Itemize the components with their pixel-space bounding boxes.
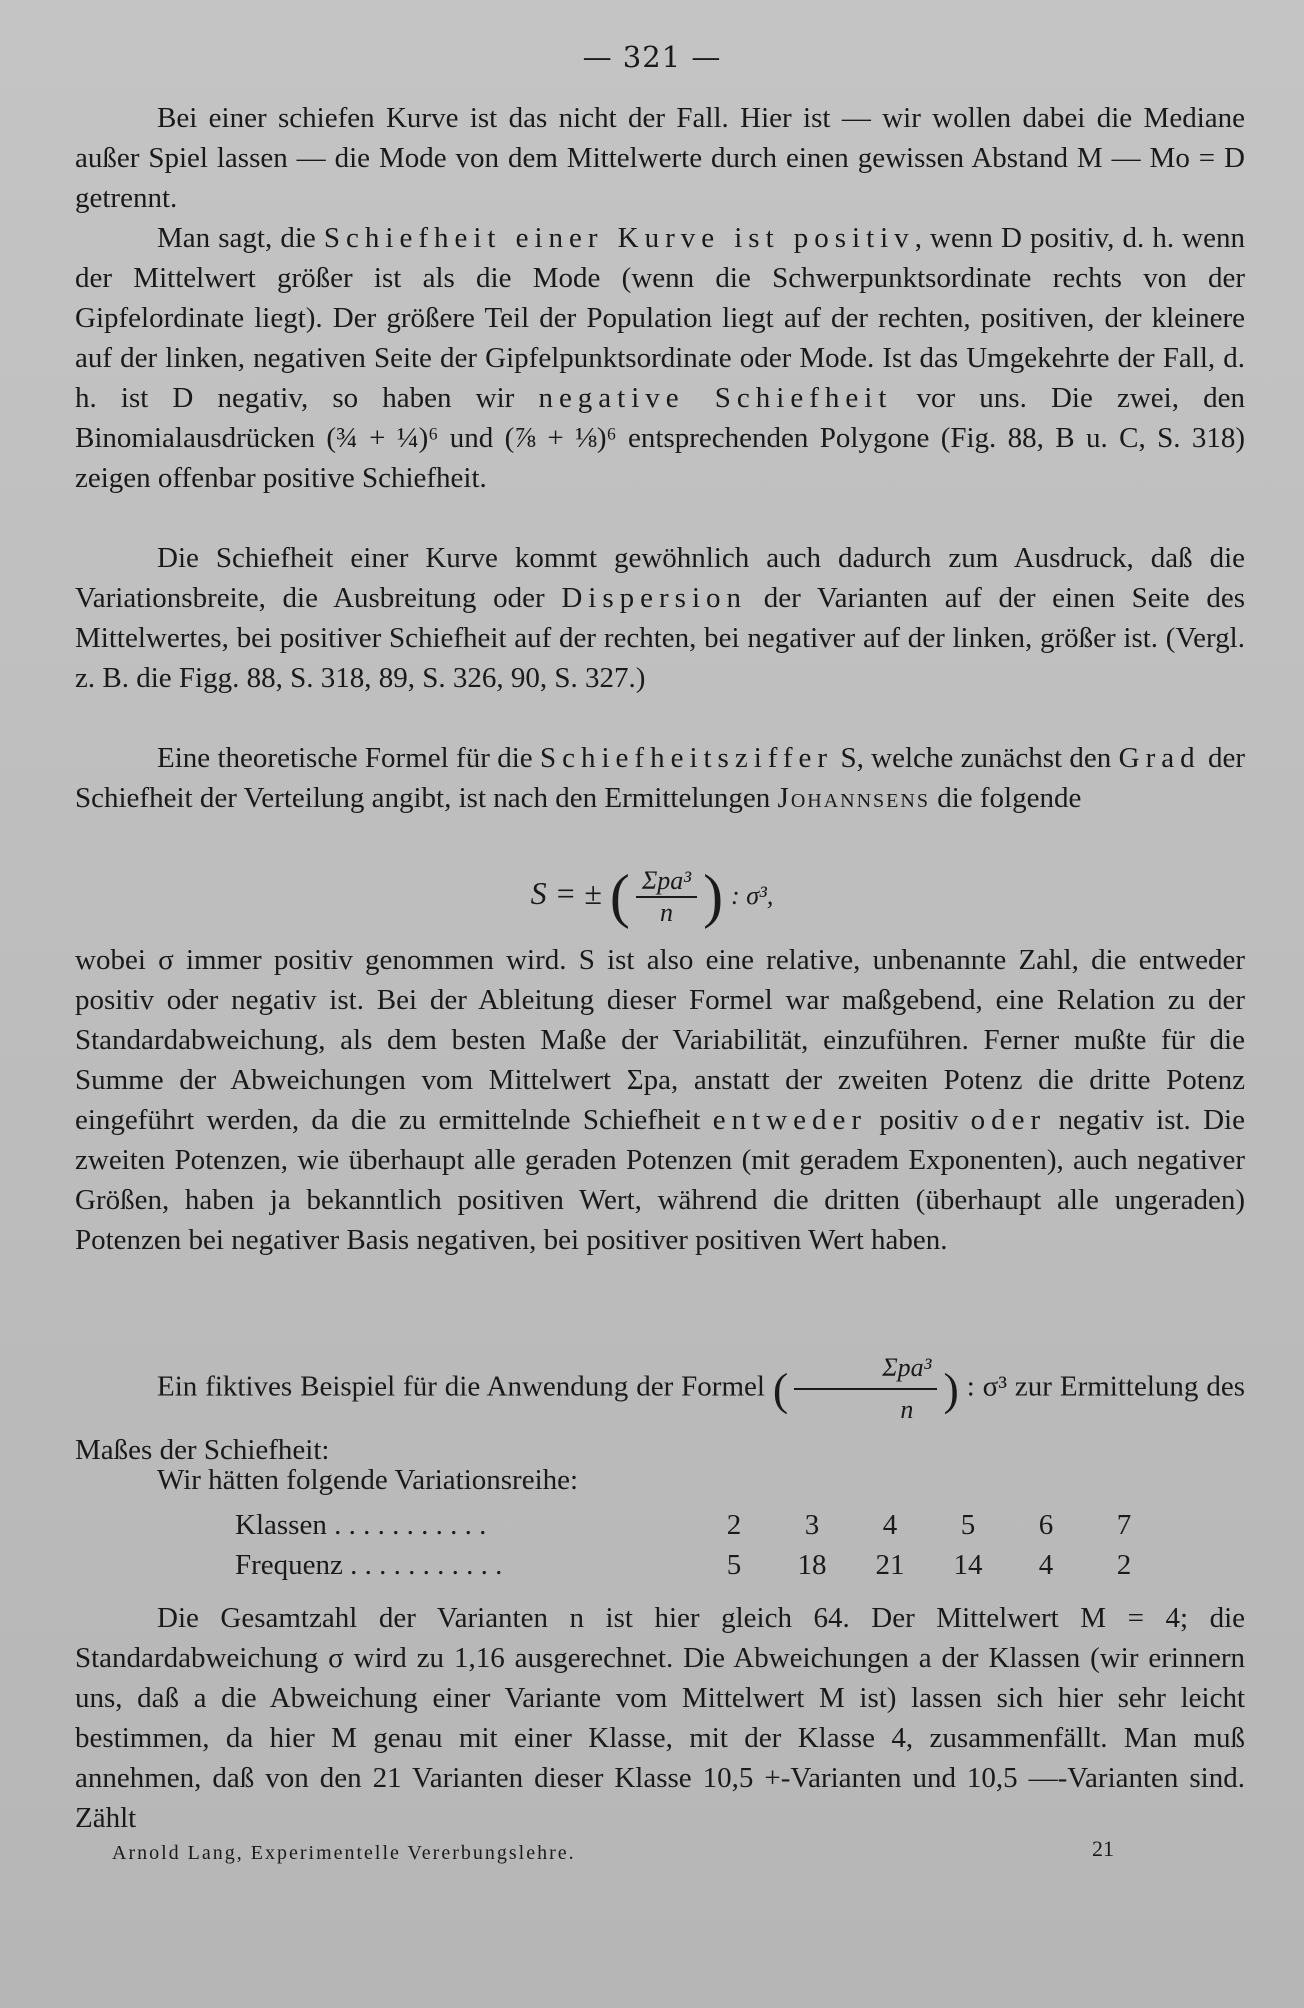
paragraph-2-text-e: vor uns. Die zwei, den Binomialausdrücken (¾ + ¼)⁶ und (⅞ + ⅛)⁶ entsprechenden Polygone (Fig. 88, B u. C, S. 318) zeigen offenbar positive Schiefheit. — [75, 382, 1245, 494]
table-cell: 5 — [960, 1508, 976, 1541]
paragraph-5-spaced-a: entweder — [712, 1104, 868, 1136]
paragraph-4-text-g: die folgende — [929, 782, 1082, 814]
table-cell: 2 — [726, 1508, 742, 1541]
paragraph-4-text-a: Eine theoretische Formel für die — [157, 742, 540, 774]
paragraph-5-text-a: wobei σ immer positiv genommen wird. S ist also eine relative, unbenannte Zahl, die entweder positiv oder negativ ist. Bei der Ableitung dieser Formel war maßgebend, eine Relation zu der Standardabweichung, als dem besten Maße der Variabilität, einzuführen. Ferner mußte für die Summe der Abweichungen vom Mittelwert Σpa, anstatt der zweiten Potenz die dritte Potenz eingeführt werden, da die zu ermittelnde Schiefheit — [75, 944, 1245, 1136]
paragraph-2-text-c: , wenn D positiv, d. h. wenn der Mittelwert größer ist als die Mode (wenn die Schwerpunktsordinate rechts von der Gipfelordinate liegt). Der größere Teil der Population liegt auf der rechten, positiven, der kleinere auf der linken, negativen Seite der Gipfelpunktsordinate oder Mode. Ist das Umgekehrte der Fall, d. h. ist D negativ, so haben wir — [75, 222, 1245, 414]
inline-formula-numerator: Σpa³ — [794, 1348, 937, 1390]
skewness-formula: S = ± ( $\frac{\text{Σpa³}}{n}$ ) : σ³, — [530, 863, 774, 929]
table-row — [235, 1505, 1163, 1545]
paragraph-5-text-e: negativ ist. Die zweiten Potenzen, wie überhaupt alle geraden Potenzen (mit geradem Exponenten), auch negativer Größen, haben ja bekanntlich positiven Wert, während die dritten (überhaupt alle ungeraden) Potenzen bei negativer Basis negativen, bei positiver positiven Wert haben. — [75, 1104, 1245, 1256]
paragraph-7 — [75, 1460, 1245, 1500]
table-cell: 18 — [797, 1548, 827, 1581]
row-label-klassen: Klassen . . . . . . . . . . . — [235, 1508, 487, 1541]
paragraph-3-text-a: Die Schiefheit einer Kurve kommt gewöhnlich auch dadurch zum Ausdruck, daß die Variationsbreite, die Ausbreitung oder — [75, 542, 1245, 614]
table-cell: 4 — [1038, 1548, 1054, 1581]
table-cell: 3 — [804, 1508, 820, 1541]
row-label-frequenz: Frequenz . . . . . . . . . . . — [235, 1548, 503, 1581]
paragraph-8-text: Die Gesamtzahl der Varianten n ist hier gleich 64. Der Mittelwert M = 4; die Standardabweichung σ wird zu 1,16 ausgerechnet. Die Abweichungen a der Klassen (wir erinnern uns, daß a die Abweichung einer Variante vom Mittelwert M ist) lassen sich hier sehr leicht bestimmen, da hier M genau mit einer Klasse, mit der Klasse 4, zusammenfällt. Man muß annehmen, daß von den 21 Varianten dieser Klasse 10,5 +-Varianten und 10,5 —-Varianten sind. Zählt — [75, 1602, 1245, 1834]
variation-table — [235, 1505, 1163, 1585]
footer-signature-number: 21 — [1092, 1836, 1114, 1861]
formula-denominator: n — [659, 897, 673, 927]
paragraph-1 — [75, 98, 1245, 218]
table-cell: 7 — [1116, 1508, 1132, 1541]
paragraph-4-text-c: S, welche zunächst den — [833, 742, 1119, 774]
paragraph-2 — [75, 218, 1245, 498]
paragraph-5 — [75, 940, 1245, 1260]
table-cell: 14 — [953, 1548, 983, 1581]
footer-book-title: Arnold Lang, Experimentelle Vererbungslehre. — [112, 1842, 576, 1864]
table-cell: 5 — [726, 1548, 742, 1581]
paragraph-6 — [75, 1348, 1245, 1470]
paragraph-2-text-a: Man sagt, die — [157, 222, 324, 254]
paragraph-1-text: Bei einer schiefen Kurve ist das nicht der Fall. Hier ist — wir wollen dabei die Mediane außer Spiel lassen — die Mode von dem Mittelwerte durch einen gewissen Abstand M — Mo = D getrennt. — [75, 102, 1245, 214]
table-cell: 6 — [1038, 1508, 1054, 1541]
inline-formula: ( $\frac{\text{Σpa³}}{n}$ ) — [773, 1371, 967, 1403]
table-cell: 4 — [882, 1508, 898, 1541]
paragraph-3 — [75, 538, 1245, 698]
formula-numerator: Σpa³ — [636, 866, 697, 898]
page-number: — 321 — — [582, 40, 722, 74]
paragraph-6-text-b: : σ³ zur Ermittelung des Maßes der Schiefheit: — [75, 1370, 1245, 1466]
paragraph-6-text-a: Ein fiktives Beispiel für die Anwendung der Formel — [157, 1370, 765, 1403]
paragraph-8 — [75, 1598, 1245, 1838]
formula-lhs: S = ± — [530, 874, 602, 911]
table-row — [235, 1545, 1163, 1585]
paragraph-5-text-c: positiv — [867, 1104, 971, 1136]
paragraph-5-spaced-b: oder — [970, 1104, 1047, 1136]
table-cell: 21 — [875, 1548, 905, 1581]
paragraph-4-spaced-a: Schiefheitsziffer — [539, 742, 834, 774]
formula-rhs: : σ³, — [731, 880, 774, 910]
paragraph-3-text-c: der Varianten auf der einen Seite des Mittelwertes, bei positiver Schiefheit auf der rechten, bei negativer auf der linken, größer ist. (Vergl. z. B. die Figg. 88, S. 318, 89, S. 326, 90, S. 327.) — [75, 582, 1245, 694]
paragraph-4-spaced-b: Grad — [1118, 742, 1201, 774]
table-cell: 2 — [1116, 1548, 1132, 1581]
paragraph-7-text: Wir hätten folgende Variationsreihe: — [157, 1464, 579, 1496]
paragraph-4-text-e: der Schiefheit der Verteilung angibt, ist nach den Ermittelungen — [75, 742, 1245, 814]
paragraph-2-spaced-a: Schiefheit einer Kurve ist positiv — [323, 222, 915, 254]
inline-formula-denominator: n — [900, 1395, 914, 1424]
paragraph-2-spaced-b: negative Schiefheit — [538, 382, 893, 414]
author-name: Johannsens — [777, 782, 930, 814]
paragraph-4 — [75, 738, 1245, 818]
paragraph-3-spaced: Dispersion — [561, 582, 748, 614]
